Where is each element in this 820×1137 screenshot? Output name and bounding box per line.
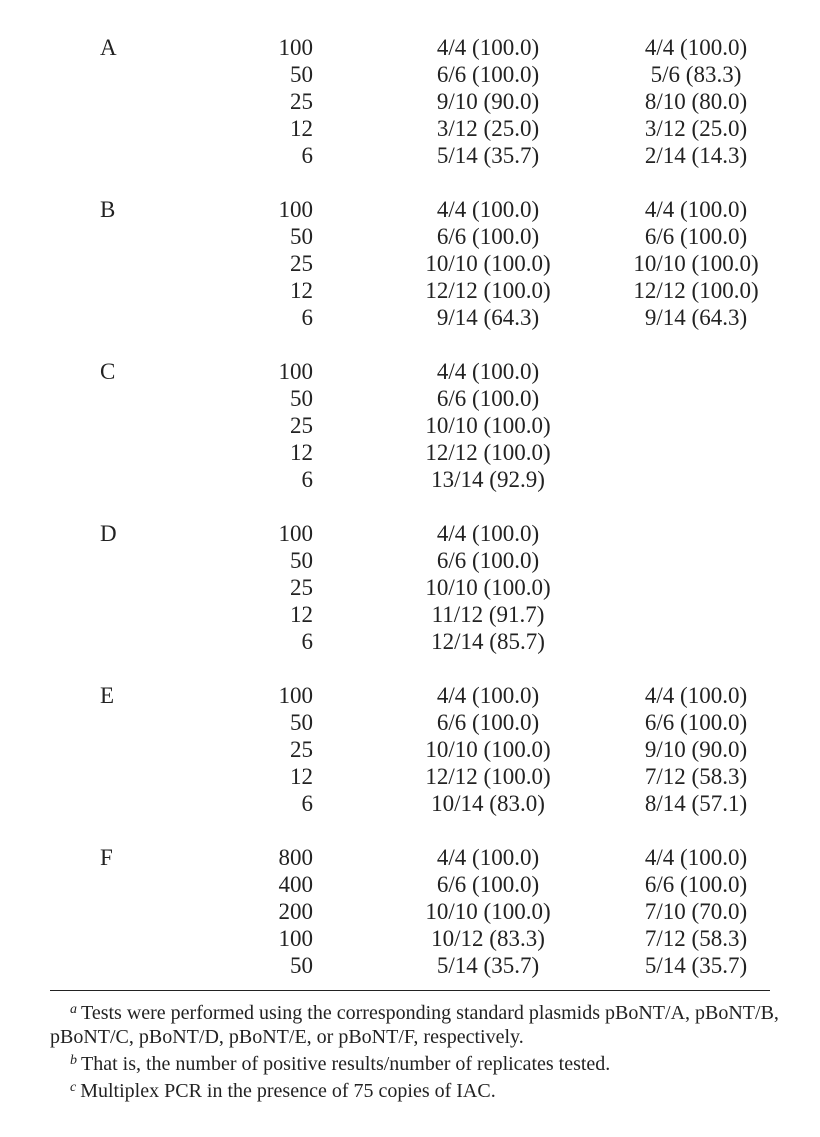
single-pcr-cell: 6/6 (100.0) [436,872,540,897]
table-row [0,844,820,871]
single-pcr-cell: 4/4 (100.0) [436,521,540,546]
copies-cell: 25 [290,737,313,762]
table-group [0,520,820,655]
table-row [0,736,820,763]
footnote-c [50,1076,780,1103]
multiplex-pcr-cell: 4/4 (100.0) [644,197,748,222]
multiplex-pcr-cell: 4/4 (100.0) [644,35,748,60]
copies-cell: 50 [290,224,313,249]
multiplex-pcr-cell: 4/4 (100.0) [644,683,748,708]
multiplex-pcr-cell: 2/14 (14.3) [644,143,748,168]
multiplex-pcr-cell: 12/12 (100.0) [633,278,759,303]
table-group [0,682,820,817]
footnote-mark: c [70,1080,77,1095]
copies-cell: 25 [290,413,313,438]
table-group [0,358,820,493]
table-row [0,385,820,412]
single-pcr-cell: 10/10 (100.0) [425,737,551,762]
single-pcr-cell: 4/4 (100.0) [436,197,540,222]
single-pcr-cell: 6/6 (100.0) [436,710,540,735]
multiplex-pcr-cell: 6/6 (100.0) [644,710,748,735]
toxin-type-cell: D [100,521,117,546]
single-pcr-cell: 6/6 (100.0) [436,224,540,249]
toxin-type-cell: B [100,197,116,222]
table-row [0,466,820,493]
table-row [0,223,820,250]
multiplex-pcr-cell: 5/14 (35.7) [644,953,748,978]
table-row [0,196,820,223]
table-row [0,277,820,304]
table-bottom-rule [50,990,770,991]
table-row [0,952,820,979]
single-pcr-cell: 4/4 (100.0) [436,359,540,384]
table-group [0,196,820,331]
single-pcr-cell: 10/10 (100.0) [425,251,551,276]
copies-cell: 6 [301,143,313,168]
multiplex-pcr-cell: 7/12 (58.3) [644,926,748,951]
footnote-mark: a [70,1002,77,1017]
copies-cell: 50 [290,386,313,411]
copies-cell: 6 [301,791,313,816]
footnote-text: That is, the number of positive results/number of replicates tested. [81,1053,611,1075]
footnote-b [50,1049,780,1076]
copies-cell: 25 [290,575,313,600]
single-pcr-cell: 13/14 (92.9) [431,467,545,492]
multiplex-pcr-cell: 7/10 (70.0) [644,899,748,924]
multiplex-pcr-cell: 5/6 (83.3) [650,62,742,87]
single-pcr-cell: 6/6 (100.0) [436,62,540,87]
copies-cell: 12 [290,116,313,141]
footnote-a [50,998,780,1049]
table-row [0,628,820,655]
single-pcr-cell: 10/12 (83.3) [431,926,545,951]
multiplex-pcr-cell: 9/14 (64.3) [644,305,748,330]
multiplex-pcr-cell: 6/6 (100.0) [644,872,748,897]
copies-cell: 100 [278,683,313,708]
copies-cell: 100 [278,197,313,222]
single-pcr-cell: 4/4 (100.0) [436,683,540,708]
footnotes [50,998,780,1103]
copies-cell: 100 [278,35,313,60]
table-row [0,709,820,736]
single-pcr-cell: 12/12 (100.0) [425,440,551,465]
table-row [0,115,820,142]
table-row [0,34,820,61]
toxin-type-cell: F [100,845,113,870]
multiplex-pcr-cell: 6/6 (100.0) [644,224,748,249]
single-pcr-cell: 10/14 (83.0) [431,791,545,816]
multiplex-pcr-cell: 8/14 (57.1) [644,791,748,816]
copies-cell: 400 [278,872,313,897]
table-group [0,34,820,169]
copies-cell: 50 [290,548,313,573]
copies-cell: 25 [290,89,313,114]
single-pcr-cell: 5/14 (35.7) [436,953,540,978]
toxin-type-cell: C [100,359,116,384]
single-pcr-cell: 12/12 (100.0) [425,764,551,789]
single-pcr-cell: 4/4 (100.0) [436,35,540,60]
multiplex-pcr-cell: 7/12 (58.3) [644,764,748,789]
single-pcr-cell: 6/6 (100.0) [436,386,540,411]
single-pcr-cell: 3/12 (25.0) [436,116,540,141]
copies-cell: 100 [278,926,313,951]
single-pcr-cell: 10/10 (100.0) [425,413,551,438]
copies-cell: 50 [290,710,313,735]
copies-cell: 6 [301,629,313,654]
single-pcr-cell: 10/10 (100.0) [425,899,551,924]
table-row [0,250,820,277]
table-row [0,142,820,169]
table-row [0,547,820,574]
copies-cell: 12 [290,764,313,789]
copies-cell: 200 [278,899,313,924]
single-pcr-cell: 4/4 (100.0) [436,845,540,870]
toxin-type-cell: E [100,683,115,708]
copies-cell: 12 [290,602,313,627]
footnote-text: Tests were performed using the corresponding standard plasmids pBoNT/A, pBoNT/B, pBoNT/C, pBoNT/D, pBoNT/E, or pBoNT/F, respectively. [50,1002,779,1048]
copies-cell: 800 [278,845,313,870]
multiplex-pcr-cell: 3/12 (25.0) [644,116,748,141]
copies-cell: 50 [290,953,313,978]
toxin-type-cell: A [100,35,117,60]
copies-cell: 6 [301,305,313,330]
single-pcr-cell: 5/14 (35.7) [436,143,540,168]
copies-cell: 100 [278,521,313,546]
table-row [0,574,820,601]
table-row [0,871,820,898]
single-pcr-cell: 9/10 (90.0) [436,89,540,114]
table-group [0,844,820,979]
table-row [0,520,820,547]
single-pcr-cell: 9/14 (64.3) [436,305,540,330]
table-row [0,61,820,88]
table-row [0,358,820,385]
footnote-mark: b [70,1053,77,1068]
copies-cell: 50 [290,62,313,87]
table-row [0,790,820,817]
multiplex-pcr-cell: 10/10 (100.0) [633,251,759,276]
table-row [0,682,820,709]
single-pcr-cell: 12/12 (100.0) [425,278,551,303]
footnote-text: Multiplex PCR in the presence of 75 copies of IAC. [80,1080,496,1102]
table-row [0,763,820,790]
copies-cell: 100 [278,359,313,384]
multiplex-pcr-cell: 9/10 (90.0) [644,737,748,762]
table-row [0,88,820,115]
multiplex-pcr-cell: 8/10 (80.0) [644,89,748,114]
table-row [0,304,820,331]
single-pcr-cell: 6/6 (100.0) [436,548,540,573]
copies-cell: 12 [290,440,313,465]
table-row [0,439,820,466]
copies-cell: 6 [301,467,313,492]
single-pcr-cell: 12/14 (85.7) [431,629,545,654]
results-table [0,34,820,1006]
copies-cell: 12 [290,278,313,303]
table-row [0,898,820,925]
table-row [0,925,820,952]
single-pcr-cell: 11/12 (91.7) [431,602,545,627]
table-row [0,601,820,628]
single-pcr-cell: 10/10 (100.0) [425,575,551,600]
multiplex-pcr-cell: 4/4 (100.0) [644,845,748,870]
table-row [0,412,820,439]
copies-cell: 25 [290,251,313,276]
